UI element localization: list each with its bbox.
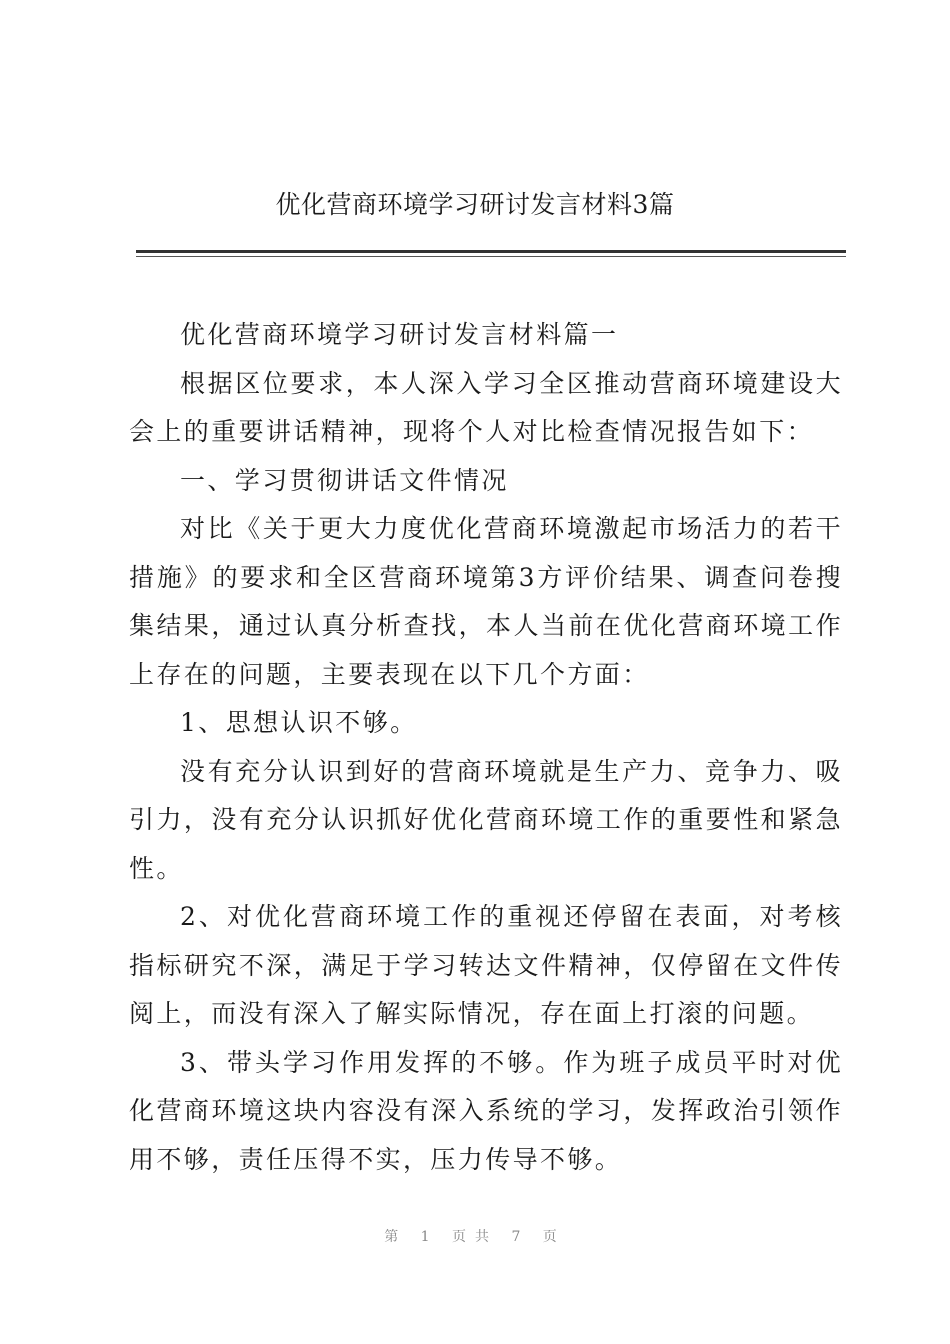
list-item: 2、对优化营商环境工作的重视还停留在表面，对考核指标研究不深，满足于学习转达文件精神，仅停留在文件传阅上，而没有深入了解实际情况，存在面上打滚的问题。: [129, 902, 843, 1028]
paragraph: 没有充分认识到好的营商环境就是生产力、竞争力、吸引力，没有充分认识抓好优化营商环境工作的重要性和紧急性。: [129, 756, 843, 883]
list-item-heading: 1、思想认识不够。: [180, 708, 418, 737]
title-divider-thin: [136, 256, 846, 257]
paragraph: 根据区位要求，本人深入学习全区推动营商环境建设大会上的重要讲话精神，现将个人对比检查情况报告如下：: [129, 368, 843, 446]
page-title: 优化营商环境学习研讨发言材料3篇: [275, 190, 675, 219]
page-number: 第 1 页共 7 页: [384, 1229, 566, 1245]
title-divider: [136, 250, 846, 253]
section-heading: 一、学习贯彻讲话文件情况: [180, 465, 509, 495]
section-heading: 优化营商环境学习研讨发言材料篇一: [180, 320, 619, 349]
list-item: 3、带头学习作用发挥的不够。作为班子成员平时对优化营商环境这块内容没有深入系统的学习，发挥政治引领作用不够，责任压得不实，压力传导不够。: [129, 1047, 843, 1174]
document-body: [129, 311, 843, 1184]
paragraph: 对比《关于更大力度优化营商环境激起市场活力的若干措施》的要求和全区营商环境第3方评价结果、调查问卷搜集结果，通过认真分析查找，本人当前在优化营商环境工作上存在的问题，主要表现在以下几个方面：: [129, 514, 843, 689]
